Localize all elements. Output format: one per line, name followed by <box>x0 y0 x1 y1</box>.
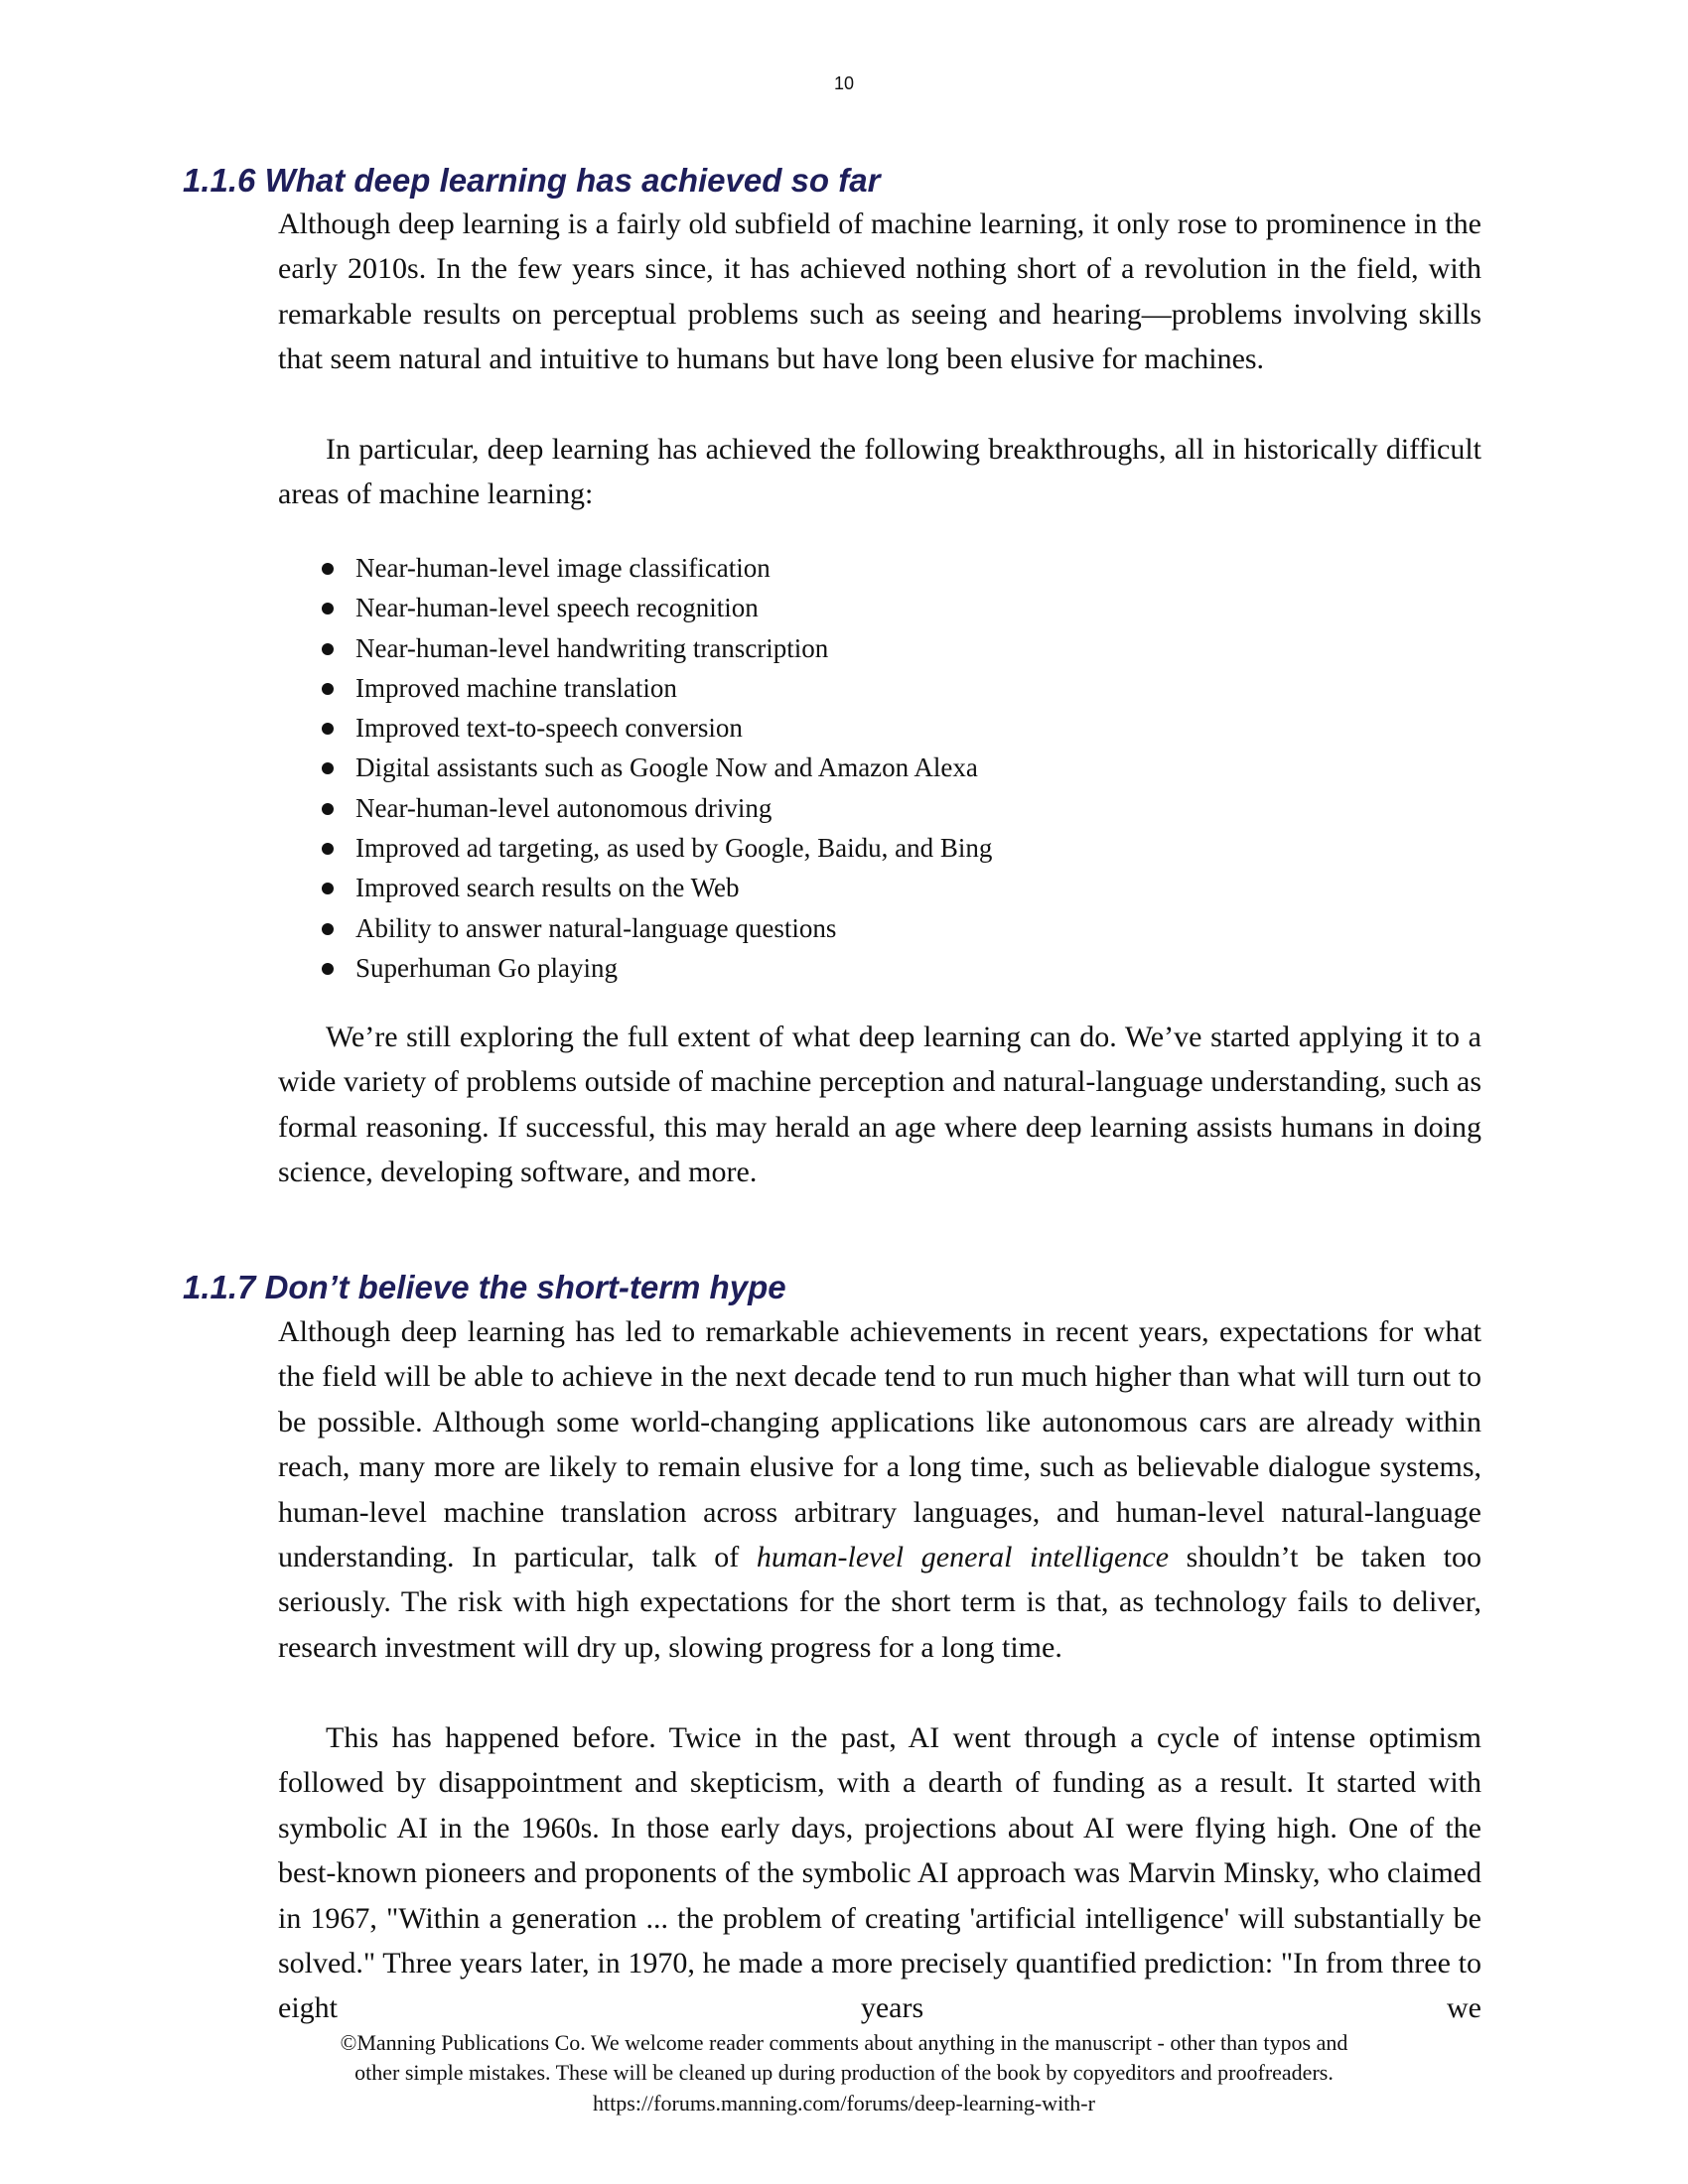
bullet-icon <box>322 963 334 975</box>
list-item: Near-human-level speech recognition <box>318 588 992 627</box>
footer-url[interactable]: https://forums.manning.com/forums/deep-learning-with-r <box>593 2091 1095 2116</box>
paragraph: This has happened before. Twice in the past, AI went through a cycle of intense optimism followed by disappointment and skepticism, with a dearth of funding as a result. It started with symbolic AI in the 1960s. In those early days, projections about AI were flying high. One of the best-known pioneers and proponents of the symbolic AI approach was Marvin Minsky, who claimed in 1967, "Within a generation ... the problem of creating 'artificial intelligence' will substantially be solved." Three years later, in 1970, he made a more precisely quantified prediction: "In from three to eight years we <box>278 1721 1481 2025</box>
emphasis: human-level general intelligence <box>756 1541 1170 1574</box>
bullet-icon <box>322 762 334 774</box>
paragraph: We’re still exploring the full extent of what deep learning can do. We’ve started applying it to a wide variety of problems outside of machine perception and natural-language understanding, such as formal reasoning. If successful, this may herald an age where deep learning assists humans in doing science, developing software, and more. <box>278 1021 1481 1189</box>
bullet-icon <box>322 603 334 614</box>
bullet-icon <box>322 563 334 575</box>
list-item: Near-human-level handwriting transcription <box>318 628 992 668</box>
bullet-icon <box>322 723 334 735</box>
section-heading-1-1-6: 1.1.6 What deep learning has achieved so far <box>183 162 881 199</box>
list-item: Near-human-level image classification <box>318 548 992 588</box>
list-item: Ability to answer natural-language questions <box>318 908 992 948</box>
bullet-icon <box>322 883 334 894</box>
footer-notice: other simple mistakes. These will be cleaned up during production of the book by copyeditors and proofreaders. <box>354 2060 1334 2085</box>
footer-copyright: ©Manning Publications Co. We welcome reader comments about anything in the manuscript - other than typos and <box>340 2030 1348 2055</box>
list-item: Improved ad targeting, as used by Google, Baidu, and Bing <box>318 828 992 868</box>
bullet-icon <box>322 843 334 855</box>
section-heading-1-1-7: 1.1.7 Don’t believe the short-term hype <box>183 1269 786 1305</box>
bullet-icon <box>322 923 334 935</box>
paragraph: Although deep learning is a fairly old subfield of machine learning, it only rose to prominence in the early 2010s. In the few years since, it has achieved nothing short of a revolution in the field, with remarkable results on perceptual problems such as seeing and hearing—problems involving skills that seem natural and intuitive to humans but have long been elusive for machines. <box>278 207 1481 376</box>
list-item: Digital assistants such as Google Now and Amazon Alexa <box>318 748 992 787</box>
paragraph: In particular, deep learning has achieved the following breakthroughs, all in historically difficult areas of machine learning: <box>278 433 1481 511</box>
list-item: Superhuman Go playing <box>318 948 992 988</box>
paragraph: Although deep learning has led to remarkable achievements in recent years, expectations for what the field will be able to achieve in the next decade tend to run much higher than what will turn out to be possible. Although some world-changing applications like autonomous cars are already within reach, many more are likely to remain elusive for a long time, such as believable dialogue systems, human-level machine translation across arbitrary languages, and human-level natural-language understanding. In particular, talk of human-level general intelligence shouldn’t be taken too seriously. The risk with high expectations for the short term is that, as technology fails to deliver, research investment will dry up, slowing progress for a long time. <box>278 1315 1481 1664</box>
page-number: 10 <box>833 73 855 93</box>
breakthroughs-list <box>318 548 992 988</box>
list-item: Improved search results on the Web <box>318 868 992 907</box>
bullet-icon <box>322 683 334 695</box>
bullet-icon <box>322 803 334 815</box>
bullet-icon <box>322 643 334 655</box>
list-item: Near-human-level autonomous driving <box>318 788 992 828</box>
list-item: Improved text-to-speech conversion <box>318 708 992 748</box>
list-item: Improved machine translation <box>318 668 992 708</box>
